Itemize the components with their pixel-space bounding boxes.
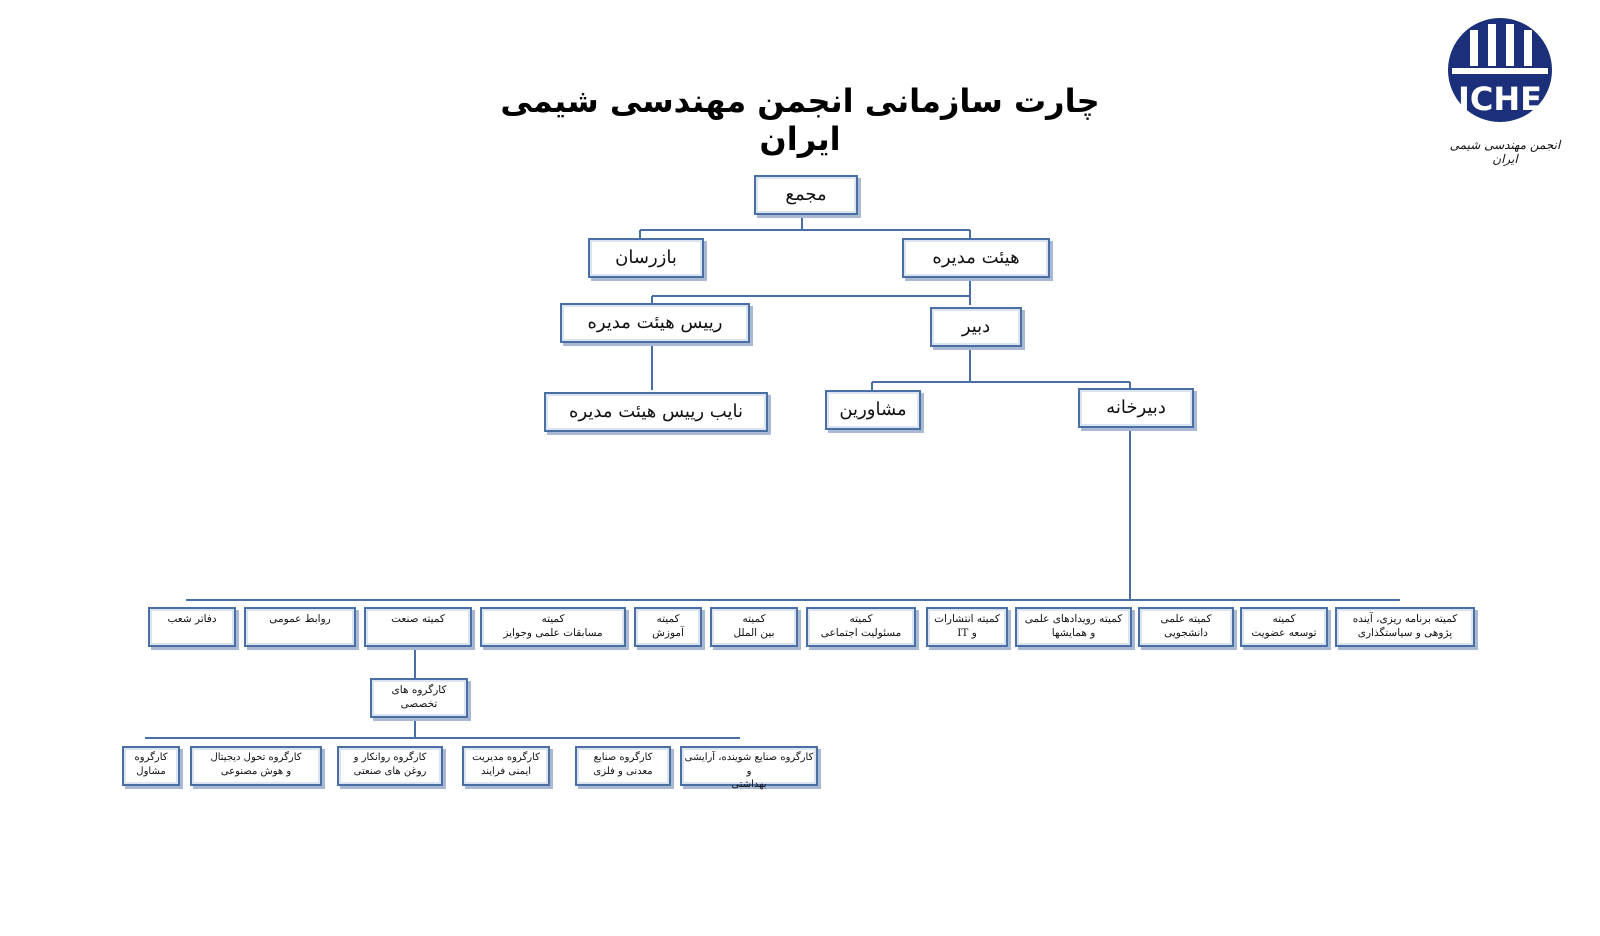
- working-groups-parent-box: کارگروه های تخصصی: [370, 678, 468, 718]
- secretariat-box: دبیرخانه: [1078, 388, 1194, 428]
- logo-caption: انجمن مهندسی شیمی ایران: [1449, 138, 1561, 166]
- logo-text: ICHE: [1457, 80, 1543, 118]
- committee-box: روابط عمومی: [244, 607, 356, 647]
- committee-box: کمیته بین الملل: [710, 607, 798, 647]
- inspectors-box: بازرسان: [588, 238, 704, 278]
- working-group-box: کارگروه صنایع معدنی و فلزی: [575, 746, 671, 786]
- committee-box: کمیته مسابقات علمی وجوایز: [480, 607, 626, 647]
- working-group-box: کارگروه تحول دیجیتال و هوش مصنوعی: [190, 746, 322, 786]
- working-group-box: کارگروه مشاول: [122, 746, 180, 786]
- committee-box: کمیته صنعت: [364, 607, 472, 647]
- board-chair-box: رییس هیئت مدیره: [560, 303, 750, 343]
- advisors-box: مشاورین: [825, 390, 921, 430]
- working-group-box: کارگروه روانکار و روغن های صنعتی: [337, 746, 443, 786]
- secretary-box: دبیر: [930, 307, 1022, 347]
- committee-box: دفاتر شعب: [148, 607, 236, 647]
- committee-box: کمیته مسئولیت اجتماعی: [806, 607, 916, 647]
- committee-box: کمیته علمی دانشجویی: [1138, 607, 1234, 647]
- committee-box: کمیته توسعه عضویت: [1240, 607, 1328, 647]
- assembly-box: مجمع: [754, 175, 858, 215]
- committee-box: کمیته آموزش: [634, 607, 702, 647]
- working-group-box: کارگروه صنایع شوینده، آرایشی و بهداشتی: [680, 746, 818, 786]
- committee-box: کمیته انتشارات و IT: [926, 607, 1008, 647]
- vice-chair-box: نایب رییس هیئت مدیره: [544, 392, 768, 432]
- page-title: چارت سازمانی انجمن مهندسی شیمی ایران: [500, 82, 1100, 158]
- working-group-box: کارگروه مدیریت ایمنی فرایند: [462, 746, 550, 786]
- board-box: هیئت مدیره: [902, 238, 1050, 278]
- committee-box: کمیته رویدادهای علمی و همایشها: [1015, 607, 1132, 647]
- committee-box: کمیته برنامه ریزی، آینده پژوهی و سیاستگذاری: [1335, 607, 1475, 647]
